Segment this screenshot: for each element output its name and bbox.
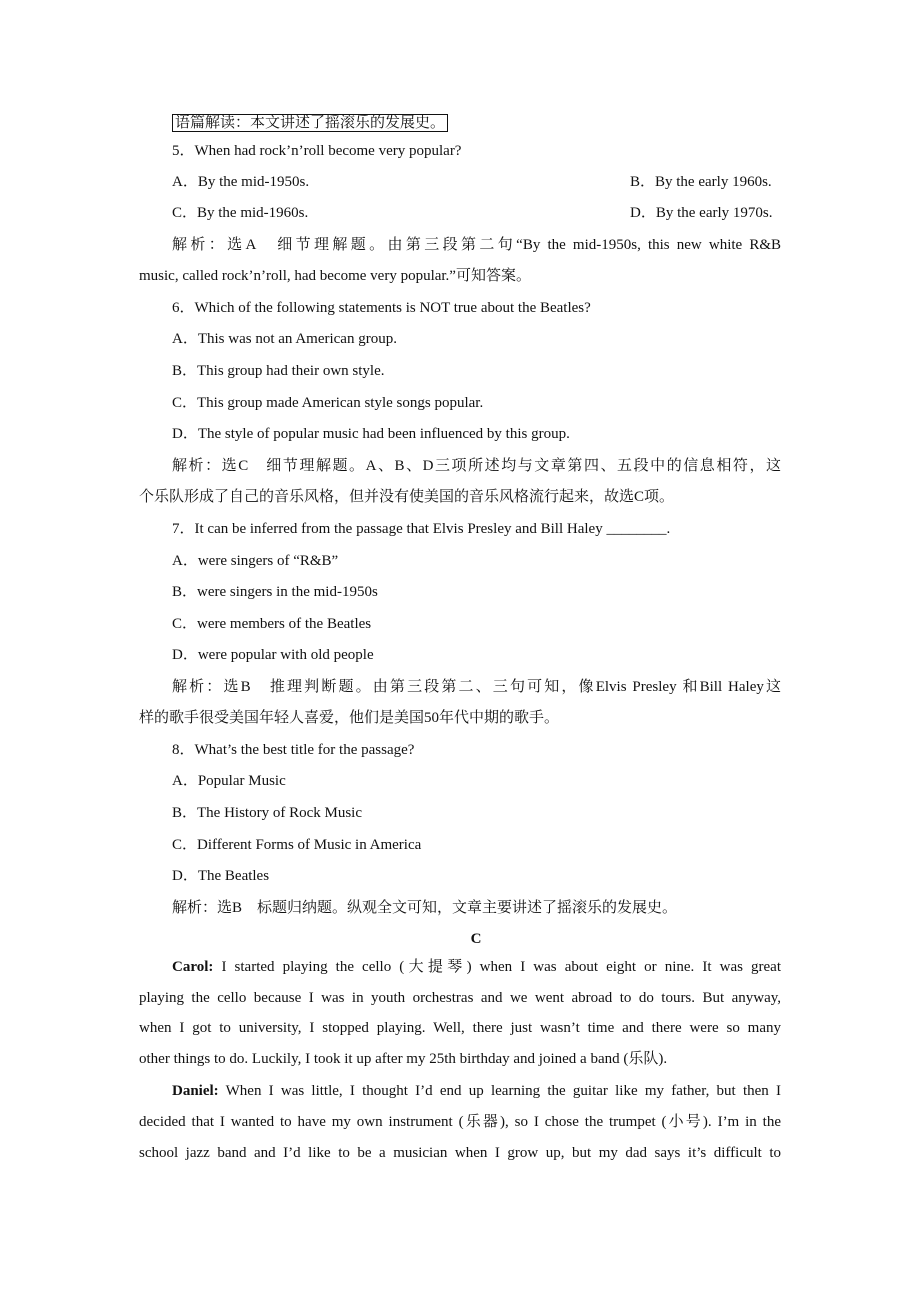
q7-stem: 7．It can be inferred from the passage that Elvis Presley and Bill Haley ________. (172, 521, 671, 537)
passage-summary (172, 113, 448, 133)
q8-option-d: D．The Beatles (172, 868, 270, 884)
q8-option-b: B．The History of Rock Music (172, 805, 362, 821)
q8-option-c: C．Different Forms of Music in America (172, 837, 422, 853)
q5-row-1 (172, 172, 772, 192)
section-c-heading: C (470, 931, 482, 947)
carol-line1 (139, 957, 781, 977)
q5-option-a: A．By the mid-1950s. (172, 174, 310, 190)
q6-option-b: B．This group had their own style. (172, 363, 385, 379)
q5-row-2 (172, 203, 773, 223)
q5-option-b: B．By the early 1960s. (630, 174, 772, 190)
q8-explanation: 解析：选B 标题归纳题。纵观全文可知，文章主要讲述了摇滚乐的发展史。 (172, 900, 678, 916)
daniel-line2: decided that I wanted to have my own instrument (乐器), so I chose the trumpet (小号). I’m in the (139, 1114, 781, 1130)
daniel-line1 (139, 1081, 781, 1101)
q6-option-d: D．The style of popular music had been influenced by this group. (172, 426, 570, 442)
carol-line4: other things to do. Luckily, I took it up after my 25th birthday and joined a band (乐队). (139, 1051, 668, 1067)
q7-option-b: B．were singers in the mid-1950s (172, 584, 378, 600)
q8-option-a: A．Popular Music (172, 773, 286, 789)
q5-stem: 5．When had rock’n’roll become very popular? (172, 143, 462, 159)
carol-text-1: I started playing the cello (大提琴) when I was about eight or nine. It was great (213, 959, 781, 975)
q6-option-c: C．This group made American style songs popular. (172, 395, 484, 411)
summary-box: 语篇解读：本文讲述了摇滚乐的发展史。 (172, 114, 448, 132)
q5-explanation-line2: music, called rock’n’roll, had become very popular.”可知答案。 (139, 268, 531, 284)
q8-stem: 8．What’s the best title for the passage? (172, 742, 415, 758)
daniel-speaker: Daniel: (172, 1083, 219, 1099)
q7-option-c: C．were members of the Beatles (172, 616, 372, 632)
daniel-line3: school jazz band and I’d like to be a musician when I grow up, but my dad says it’s difficult to (139, 1145, 781, 1161)
q6-option-a: A．This was not an American group. (172, 331, 397, 347)
carol-speaker: Carol: (172, 959, 214, 975)
q6-explanation-line1: 解析：选C 细节理解题。A、B、D三项所述均与文章第四、五段中的信息相符，这 (172, 458, 781, 474)
q7-option-d: D．were popular with old people (172, 647, 374, 663)
q7-explanation-line2: 样的歌手很受美国年轻人喜爱，他们是美国50年代中期的歌手。 (139, 710, 560, 726)
q5-option-c: C．By the mid-1960s. (172, 205, 309, 221)
q7-option-a: A．were singers of “R&B” (172, 553, 339, 569)
q5-explanation-line1: 解析：选A 细节理解题。由第三段第二句“By the mid-1950s, this new white R&B (172, 237, 781, 253)
q5-option-d: D．By the early 1970s. (630, 205, 773, 221)
daniel-text-1: When I was little, I thought I’d end up learning the guitar like my father, but then I (218, 1083, 781, 1099)
carol-line2: playing the cello because I was in youth orchestras and we went abroad to do tours. But anyway, (139, 990, 781, 1006)
carol-line3: when I got to university, I stopped playing. Well, there just wasn’t time and there were so many (139, 1020, 781, 1036)
q7-explanation-line1: 解析：选B 推理判断题。由第三段第二、三句可知，像Elvis Presley 和Bill Haley这 (172, 679, 781, 695)
q6-explanation-line2: 个乐队形成了自己的音乐风格，但并没有使美国的音乐风格流行起来，故选C项。 (139, 489, 675, 505)
q6-stem: 6．Which of the following statements is NOT true about the Beatles? (172, 300, 591, 316)
